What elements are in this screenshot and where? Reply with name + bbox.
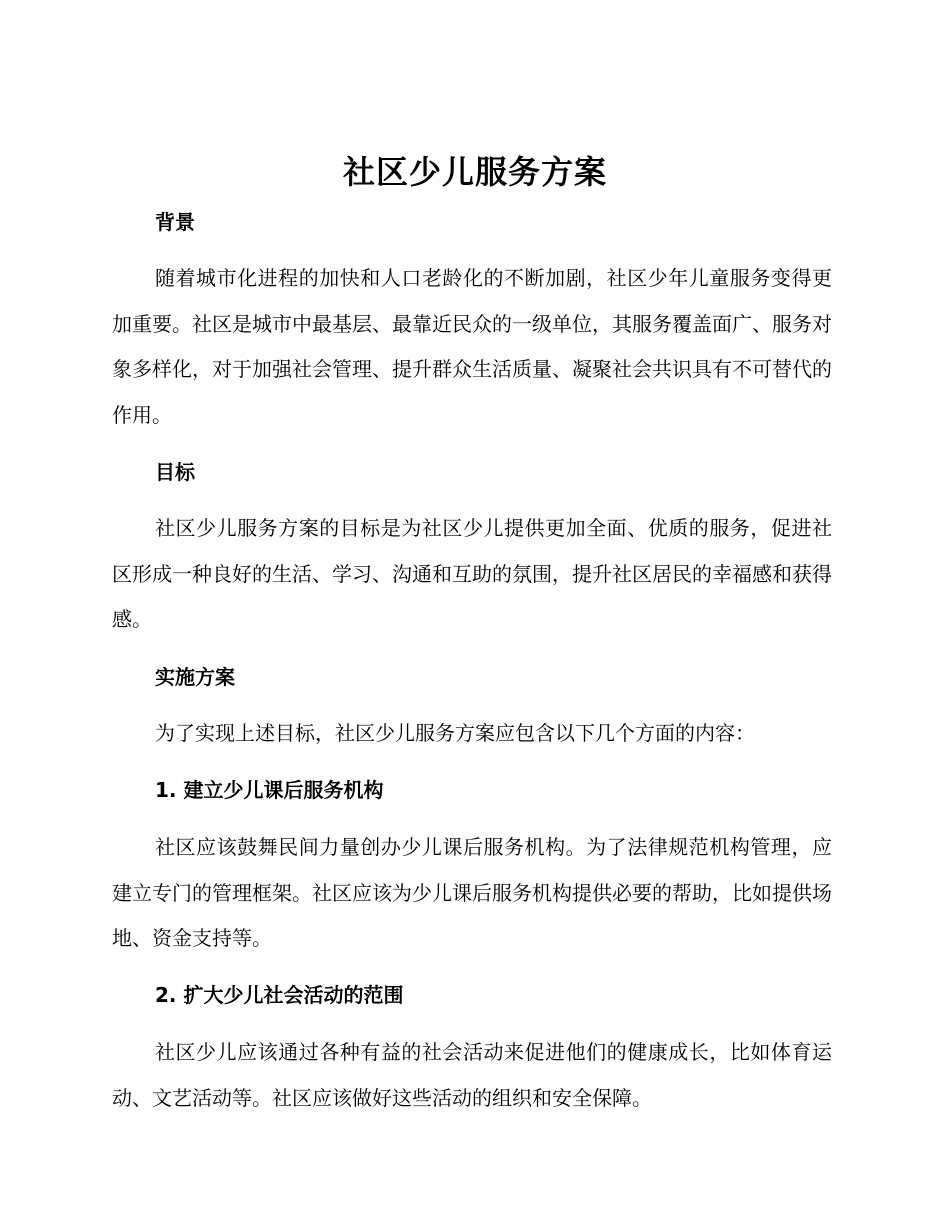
section-heading-background: 背景: [155, 210, 195, 234]
section-heading-item-1: 1. 建立少儿课后服务机构: [155, 778, 384, 802]
section-heading-item-2: 2. 扩大少儿社会活动的范围: [155, 983, 404, 1007]
section-paragraph-item-1: 社区应该鼓舞民间力量创办少儿课后服务机构。为了法律规范机构管理，应建立专门的管理框架。社区应该为少儿课后服务机构提供必要的帮助，比如提供场地、资金支持等。: [112, 835, 832, 950]
section-heading-implementation: 实施方案: [155, 665, 235, 689]
section-heading-goal: 目标: [155, 460, 195, 484]
section-paragraph-background: 随着城市化进程的加快和人口老龄化的不断加剧，社区少年儿童服务变得更加重要。社区是城市中最基层、最靠近民众的一级单位，其服务覆盖面广、服务对象多样化，对于加强社会管理、提升群众生活质量、凝聚社会共识具有不可替代的作用。: [112, 266, 832, 427]
document-title: 社区少儿服务方案: [342, 153, 607, 191]
section-paragraph-item-2: 社区少儿应该通过各种有益的社会活动来促进他们的健康成长，比如体育运动、文艺活动等。社区应该做好这些活动的组织和安全保障。: [112, 1040, 832, 1110]
section-paragraph-implementation: 为了实现上述目标，社区少儿服务方案应包含以下几个方面的内容：: [155, 721, 755, 745]
section-paragraph-goal: 社区少儿服务方案的目标是为社区少儿提供更加全面、优质的服务，促进社区形成一种良好的生活、学习、沟通和互助的氛围，提升社区居民的幸福感和获得感。: [112, 516, 832, 631]
